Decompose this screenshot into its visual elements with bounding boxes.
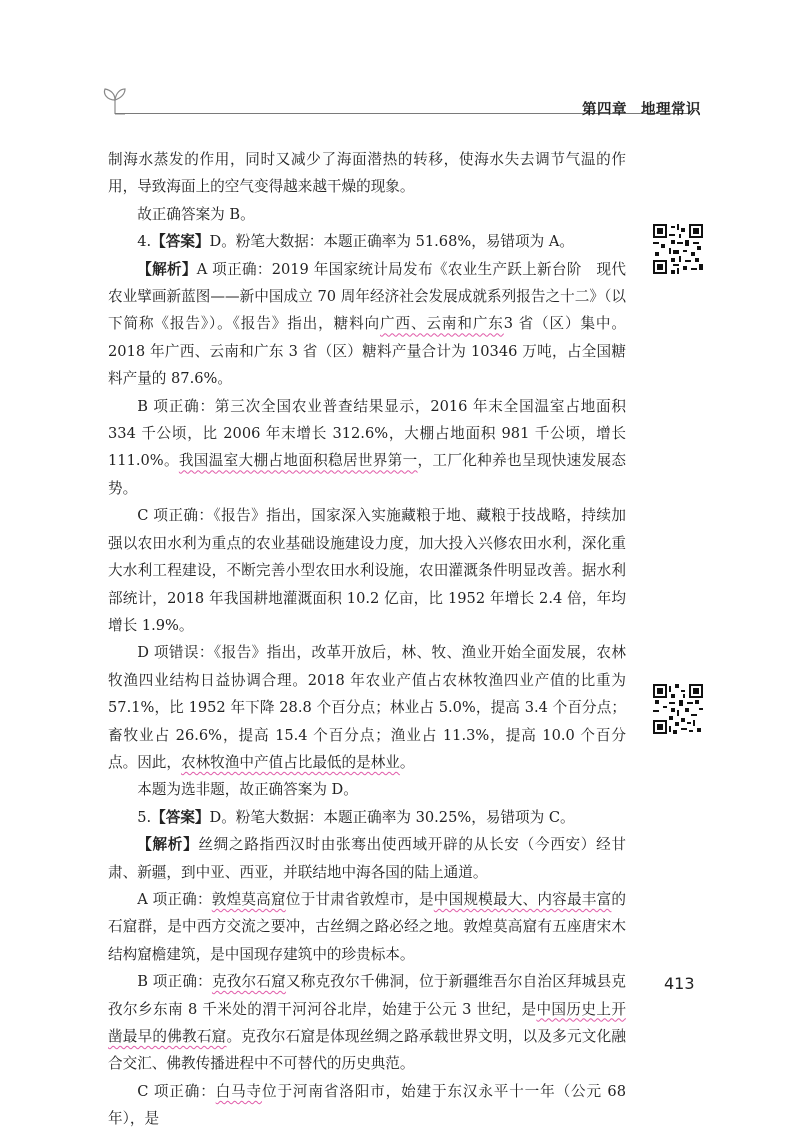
leaf-icon [95,86,135,116]
option-b-4: B 项正确：第三次全国农业普查结果显示，2016 年末全国温室占地面积 334 千公顷，比 2006 年末增长 312.6%，大棚占地面积 981 千公顷，增长 111.0%。我国温室大棚占地面积稳居世界第一，工厂化种养也呈现快速发展态势。 [108,397,626,497]
answer-5: 5.【答案】D。粉笔大数据：本题正确率为 30.25%，易错项为 C。 [137,808,575,826]
paragraph: 本题为选非题，故正确答案为 D。 [137,781,358,799]
chapter-number: 第四章 [582,102,627,118]
answer-explanation-text [108,146,626,1133]
paragraph: 制海水蒸发的作用，同时又减少了海面潜热的转移，使海水失去调节气温的作用，导致海面上的空气变得越来越干燥的现象。 [108,151,626,196]
underlined-phrase: 中国规模最大、内容最丰富 [433,890,612,908]
analysis-5: 【解析】丝绸之路指西汉时由张骞出使西域开辟的从长安（今西安）经甘肃、新疆，到中亚、西亚，并联结地中海各国的陆上通道。 [108,836,626,881]
option-a-5: A 项正确：敦煌莫高窟位于甘肃省敦煌市，是中国规模最大、内容最丰富的石窟群，是中西方交流之要冲，古丝绸之路必经之地。敦煌莫高窟有五座唐宋木结构窟檐建筑，是中国现存建筑中的珍贵标本。 [108,890,626,963]
chapter-header [582,98,701,119]
qr-code-icon[interactable] [653,224,703,274]
analysis-4: 【解析】A 项正确：2019 年国家统计局发布《农业生产跃上新台阶 现代农业擘画新蓝图——新中国成立 70 周年经济社会发展成就系列报告之十二》（以下简称《报告》）。《报告》指出，糖料向广西、云南和广东3 省（区）集中。2018 年广西、云南和广东 3 省（区）糖料产量合计为 10346 万吨，占全国糖料产量的 87.6%。 [108,260,626,388]
option-b-5: B 项正确：克孜尔石窟又称克孜尔千佛洞，位于新疆维吾尔自治区拜城县克孜尔乡东南 8 千米处的渭干河河谷北岸，始建于公元 3 世纪，是中国历史上开凿最早的佛教石窟。克孜尔石窟是体现丝绸之路承载世界文明，以及多元文化融合交汇、佛教传播进程中不可替代的历史典范。 [108,973,626,1073]
option-c-4: C 项正确：《报告》指出，国家深入实施藏粮于地、藏粮于技战略，持续加强以农田水利为重点的农业基础设施建设力度，加大投入兴修农田水利，深化重大水利工程建设，不断完善小型农田水利设施，农田灌溉条件明显改善。据水利部统计，2018 年我国耕地灌溉面积 10.2 亿亩，比 1952 年增长 2.4 倍，年均增长 1.9%。 [108,507,626,634]
paragraph: 故正确答案为 B。 [137,205,255,223]
page-number: 413 [664,974,695,993]
underlined-phrase: 克孜尔石窟 [211,973,286,991]
underlined-phrase: 敦煌莫高窟 [211,890,286,908]
option-c-5: C 项正确：白马寺位于河南省洛阳市，始建于东汉永平十一年（公元 68 年），是 [108,1082,626,1128]
underlined-phrase: 白马寺 [215,1082,263,1100]
underlined-phrase: 中国历史上开凿最早的佛教石窟 [108,1000,626,1045]
underlined-phrase: 农林牧渔中产值占比最低的是林业 [180,753,400,771]
underlined-phrase: 广西、云南和广东 [380,315,504,333]
chapter-title: 地理常识 [641,102,701,118]
qr-code-icon[interactable] [653,684,703,734]
underlined-phrase: 我国温室大棚占地面积稳居世界第一 [178,452,418,470]
option-d-4: D 项错误：《报告》指出，改革开放后，林、牧、渔业开始全面发展，农林牧渔四业结构日益协调合理。2018 年农业产值占农林牧渔四业产值的比重为 57.1%，比 1952 年下降 28.8 个百分点；林业占 5.0%，提高 3.4 个百分点；畜牧业占 26.6%，提高 15.4 个百分点；渔业占 11.3%，提高 10.0 个百分点。因此，农林牧渔中产值占比最低的是林业。 [108,644,626,771]
answer-4: 4.【答案】D。粉笔大数据：本题正确率为 51.68%，易错项为 A。 [137,233,574,251]
